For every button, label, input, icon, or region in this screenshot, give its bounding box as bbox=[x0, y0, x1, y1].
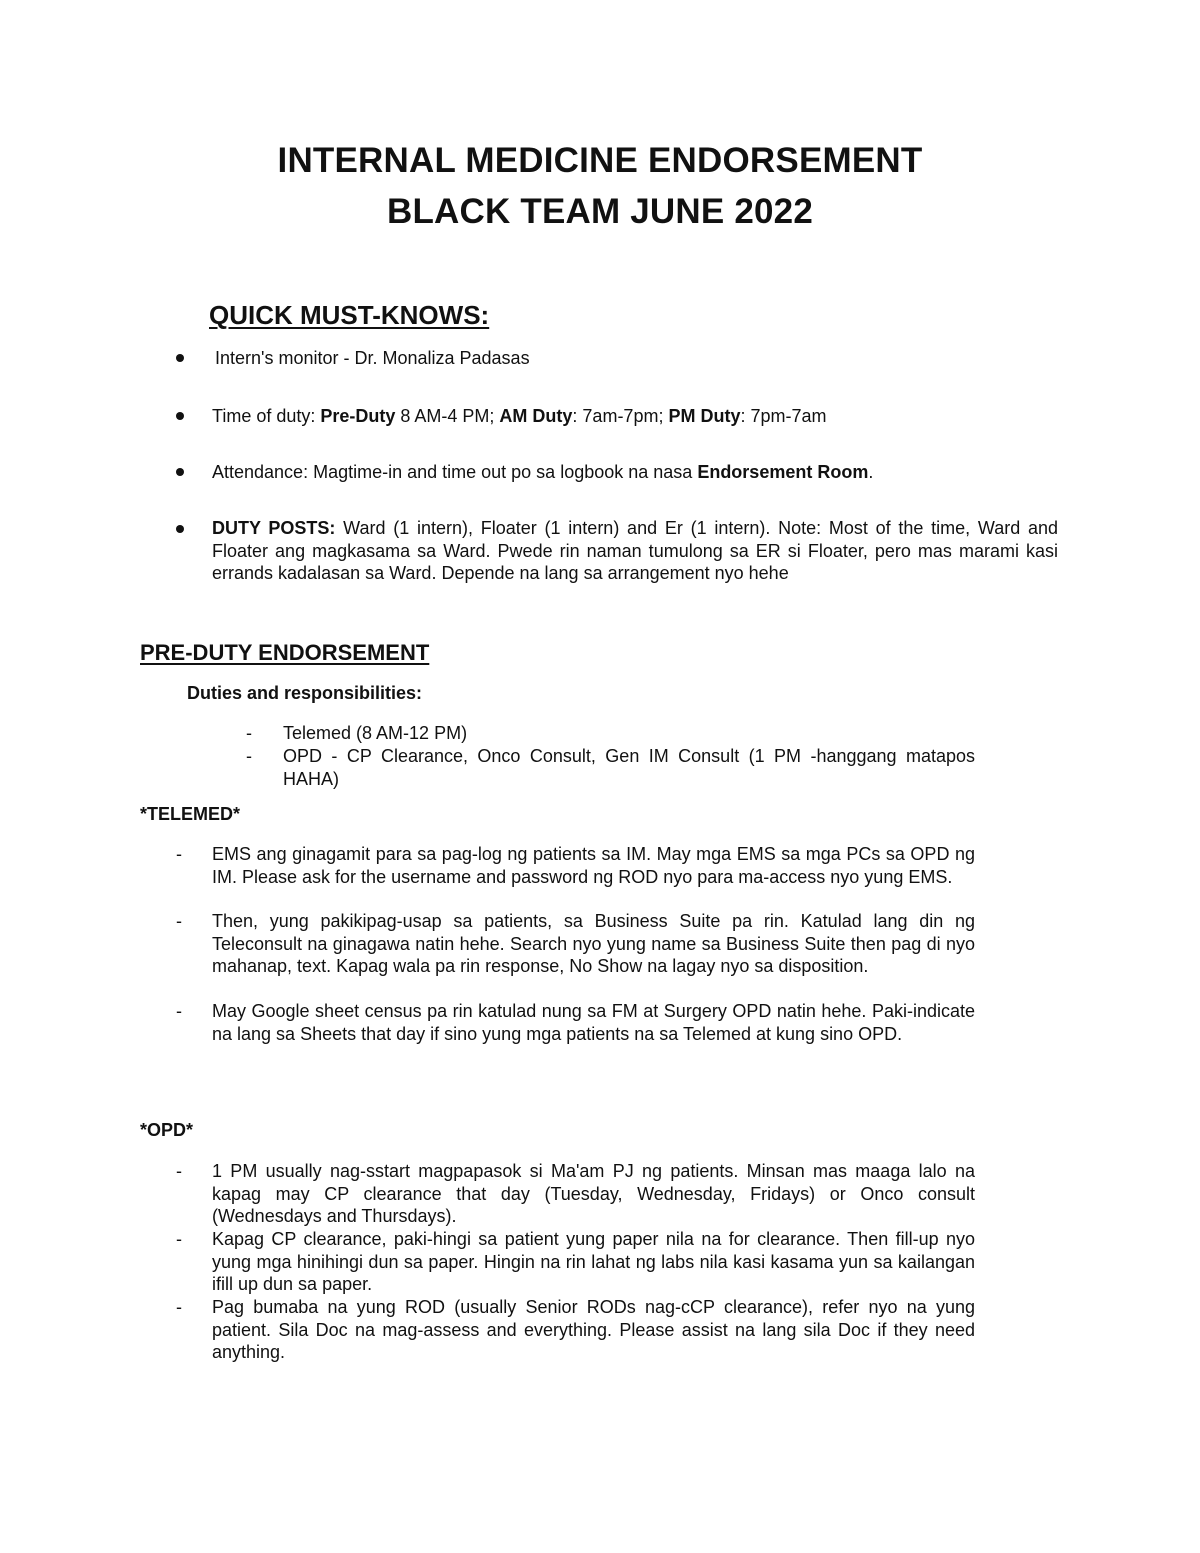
dash-marker: - bbox=[246, 723, 252, 743]
interns-monitor-text: Intern's monitor - Dr. Monaliza Padasas bbox=[215, 348, 530, 368]
opd-item: Pag bumaba na yung ROD (usually Senior RODs nag-cCP clearance), refer nyo na yung patient. Sila Doc na mag-assess and everything. Please assist na lang sila Doc if they need anything. bbox=[212, 1297, 975, 1362]
bullet-icon bbox=[176, 525, 184, 533]
duty-posts-text: DUTY POSTS: Ward (1 intern), Floater (1 intern) and Er (1 intern). Note: Most of the time, Ward and Floater ang magkasama sa Ward. Pwede rin naman tumulong sa ER si Floater, pero mas marami kasi errands kadalasan sa Ward. Depende na lang sa arrangement nyo hehe bbox=[212, 518, 1058, 583]
document-title: INTERNAL MEDICINE ENDORSEMENT bbox=[277, 141, 923, 180]
bullet-icon bbox=[176, 468, 184, 476]
dash-marker: - bbox=[176, 1297, 182, 1317]
opd-item: 1 PM usually nag-sstart magpapasok si Ma'am PJ ng patients. Minsan mas maaga lalo na kapag may CP clearance that day (Tuesday, Wednesday, Fridays) or Onco consult (Wednesdays and Thursdays). bbox=[212, 1161, 975, 1226]
bullet-icon bbox=[176, 354, 184, 362]
telemed-item: EMS ang ginagamit para sa pag-log ng patients sa IM. May mga EMS sa mga PCs sa OPD ng IM. Please ask for the username and password ng ROD nyo para ma-access nyo yung EMS. bbox=[212, 844, 975, 887]
dash-marker: - bbox=[176, 1161, 182, 1181]
document-subtitle: BLACK TEAM JUNE 2022 bbox=[386, 192, 814, 231]
dash-marker: - bbox=[176, 844, 182, 864]
dash-marker: - bbox=[176, 911, 182, 931]
telemed-heading: *TELEMED* bbox=[140, 804, 241, 824]
duty-item: OPD - CP Clearance, Onco Consult, Gen IM Consult (1 PM -hanggang matapos HAHA) bbox=[283, 746, 975, 789]
pre-duty-heading: PRE-DUTY ENDORSEMENT bbox=[140, 640, 430, 665]
telemed-item: Then, yung pakikipag-usap sa patients, sa Business Suite pa rin. Katulad lang din ng Teleconsult na ginagawa natin hehe. Search nyo yung name sa Business Suite then pag di nyo mahanap, text. Kapag wala pa rin response, No Show na lagay nyo sa disposition. bbox=[212, 911, 975, 976]
opd-item: Kapag CP clearance, paki-hingi sa patient yung paper nila na for clearance. Then fill-up nyo yung mga hinihingi dun sa paper. Hingin na rin lahat ng labs nila kasi kasama yun sa kailangan ifill up dun sa paper. bbox=[212, 1229, 975, 1294]
duty-item: Telemed (8 AM-12 PM) bbox=[283, 723, 468, 743]
telemed-item: May Google sheet census pa rin katulad nung sa FM at Surgery OPD natin hehe. Paki-indicate na lang sa Sheets that day if sino yung mga patients na sa Telemed at kung sino OPD. bbox=[212, 1001, 975, 1044]
opd-heading: *OPD* bbox=[140, 1120, 194, 1140]
dash-marker: - bbox=[246, 746, 252, 766]
dash-marker: - bbox=[176, 1001, 182, 1021]
attendance-text: Attendance: Magtime-in and time out po sa logbook na nasa Endorsement Room. bbox=[212, 462, 874, 482]
quick-must-knows-heading: QUICK MUST-KNOWS: bbox=[209, 300, 490, 330]
dash-marker: - bbox=[176, 1229, 182, 1249]
time-of-duty-text: Time of duty: Pre-Duty 8 AM-4 PM; AM Duty: 7am-7pm; PM Duty: 7pm-7am bbox=[212, 406, 827, 426]
bullet-icon bbox=[176, 412, 184, 420]
duties-heading: Duties and responsibilities: bbox=[187, 683, 423, 703]
